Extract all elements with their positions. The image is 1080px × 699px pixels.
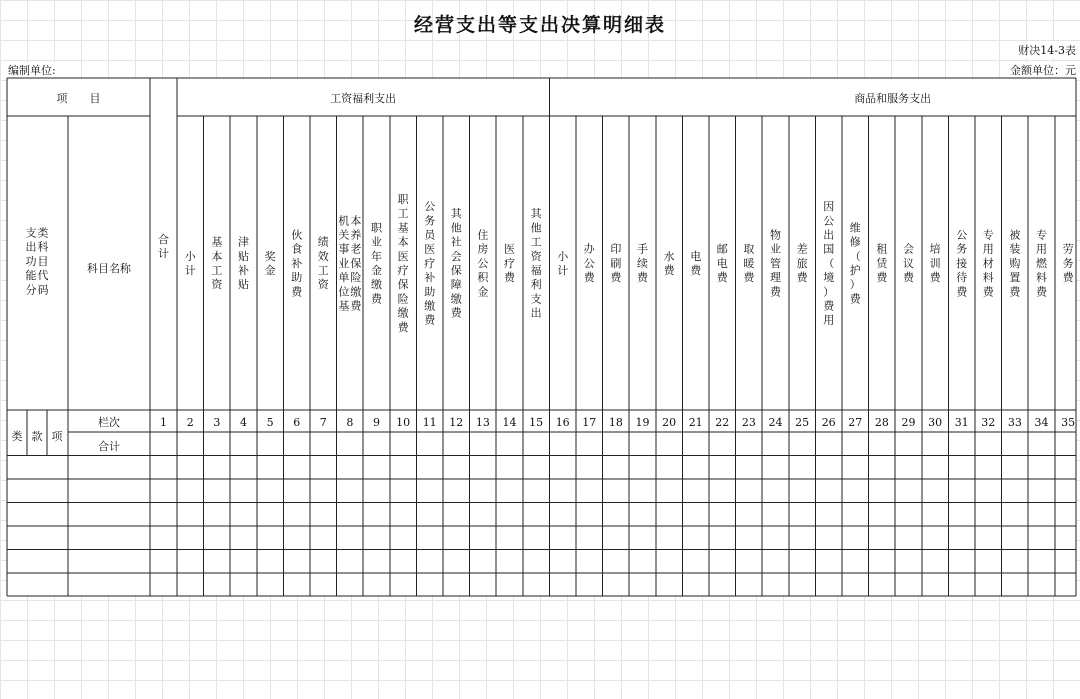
column-header-26 [823, 200, 835, 327]
column-header-13-char: 金 [477, 285, 489, 299]
column-header-20-char: 水 [663, 249, 675, 263]
column-header-24 [770, 228, 782, 299]
column-header-31-char: 公 [956, 228, 968, 242]
total-header-char: 计 [158, 247, 169, 260]
column-header-33-char: 装 [1009, 242, 1021, 256]
column-header-34-char: 燃 [1036, 256, 1047, 270]
total-header-char: 合 [158, 232, 169, 246]
column-header-24-char: 业 [770, 242, 781, 256]
column-header-28 [876, 243, 888, 284]
column-header-6 [291, 228, 303, 299]
lanci-label: 栏次 [98, 416, 120, 429]
column-header-4-char: 贴 [238, 249, 249, 263]
code-header-char: 功 [25, 254, 37, 268]
column-header-26-char: 出 [823, 228, 835, 242]
column-header-10-char: 职 [397, 193, 409, 206]
column-header-33 [1009, 228, 1021, 299]
column-header-32 [983, 228, 995, 299]
column-number-20: 20 [662, 416, 677, 429]
column-header-15-char: 他 [530, 221, 542, 235]
column-header-29-char: 费 [903, 271, 914, 285]
column-header-28-char: 赁 [876, 256, 888, 270]
column-number-35: 35 [1061, 416, 1076, 429]
column-header-30-char: 训 [929, 256, 941, 270]
code-header-char: 码 [37, 283, 49, 297]
column-header-15 [531, 207, 543, 319]
column-header-5-char: 奖 [264, 249, 276, 263]
column-header-10 [398, 193, 410, 334]
column-header-6-char: 伙 [291, 228, 303, 242]
item-header: 项 目 [56, 92, 101, 105]
column-header-13 [477, 229, 489, 299]
column-header-10-char: 险 [397, 292, 409, 306]
code-header-char: 分 [25, 283, 37, 297]
column-header-8-char: 基 [338, 299, 350, 313]
column-header-31-char: 务 [956, 242, 968, 256]
column-number-22: 22 [715, 416, 730, 429]
column-header-30-char: 费 [929, 271, 941, 285]
column-number-10: 10 [396, 416, 411, 429]
column-header-34-char: 用 [1036, 242, 1047, 256]
column-header-32-char: 专 [982, 228, 994, 242]
column-header-9-char: 缴 [371, 278, 382, 292]
column-header-33-char: 费 [1009, 285, 1021, 299]
code-header-char: 代 [37, 269, 49, 283]
column-number-34: 34 [1034, 416, 1049, 429]
column-number-12: 12 [449, 416, 464, 429]
column-header-24-char: 理 [770, 271, 781, 285]
column-header-9-char: 费 [371, 292, 382, 306]
column-header-14-char: 费 [504, 271, 515, 285]
column-header-26-char: （ [823, 256, 835, 270]
column-number-6: 6 [293, 416, 301, 429]
column-header-34-char: 专 [1036, 228, 1047, 242]
column-header-12-char: 障 [450, 278, 462, 292]
column-number-21: 21 [688, 416, 703, 429]
column-header-29-char: 会 [903, 242, 914, 256]
column-header-17-char: 费 [583, 271, 595, 285]
column-number-23: 23 [741, 416, 756, 429]
column-number-27: 27 [848, 416, 863, 429]
name-header: 科目名称 [87, 262, 131, 275]
column-header-26-char: 用 [823, 313, 835, 327]
column-header-10-char: 费 [397, 320, 409, 334]
column-header-9 [371, 221, 383, 305]
column-header-13-char: 房 [477, 242, 489, 256]
column-header-8-char: 养 [350, 228, 362, 242]
column-header-7-char: 工 [317, 264, 329, 277]
column-header-30 [930, 243, 942, 284]
column-number-16: 16 [555, 416, 570, 429]
column-header-12-char: 社 [450, 235, 462, 249]
column-number-19: 19 [635, 416, 650, 429]
column-header-15-char: 资 [530, 249, 542, 263]
column-number-1: 1 [160, 416, 167, 429]
column-header-7-char: 效 [317, 249, 329, 263]
column-header-15-char: 出 [530, 306, 542, 320]
column-header-25-char: 旅 [796, 256, 808, 270]
column-header-24-char: 管 [770, 256, 781, 270]
column-number-31: 31 [954, 416, 969, 429]
code-header-char: 出 [25, 240, 37, 254]
column-header-26-char: 费 [823, 299, 835, 313]
code-header-char: 科 [37, 240, 49, 254]
column-header-29 [903, 242, 915, 284]
column-header-8-char: 老 [350, 242, 362, 256]
column-header-17-char: 办 [583, 242, 595, 256]
column-header-5-char: 金 [264, 264, 276, 277]
column-number-25: 25 [795, 416, 810, 429]
column-header-17 [584, 242, 596, 284]
column-header-27-char: 护 [849, 264, 861, 277]
column-header-31 [956, 229, 968, 299]
column-header-26-char: ） [823, 285, 835, 299]
column-header-12-char: 会 [450, 249, 462, 263]
code-header-char: 支 [25, 226, 37, 240]
column-header-12-char: 他 [450, 221, 462, 235]
column-header-11 [424, 200, 436, 327]
column-header-27-char: 维 [849, 221, 861, 235]
column-header-27-char: 费 [849, 292, 861, 306]
column-header-6-char: 助 [291, 271, 303, 285]
column-number-9: 9 [373, 416, 380, 429]
column-header-21-char: 费 [690, 264, 702, 277]
column-header-26-char: 因 [823, 200, 835, 214]
column-header-15-char: 工 [530, 235, 542, 249]
column-header-35 [1063, 242, 1075, 284]
form-number: 财决14-3表 [1018, 44, 1076, 57]
column-header-4-char: 贴 [238, 278, 249, 292]
column-header-13-char: 住 [477, 228, 489, 242]
column-header-14 [504, 243, 516, 284]
column-header-32-char: 用 [982, 242, 994, 256]
column-header-11-char: 医 [424, 242, 436, 256]
column-number-8: 8 [346, 416, 354, 429]
column-number-18: 18 [608, 416, 623, 429]
column-header-28-char: 租 [876, 242, 888, 256]
code-header-char: 能 [25, 269, 37, 283]
column-header-12-char: 缴 [450, 292, 462, 306]
lei-label: 类 [11, 430, 23, 443]
column-number-13: 13 [475, 416, 490, 429]
column-header-15-char: 其 [530, 207, 542, 221]
column-header-25-char: 费 [796, 271, 808, 285]
column-header-19-char: 续 [637, 256, 648, 270]
column-header-2-char: 小 [184, 249, 196, 263]
wage-group-header: 工资福利支出 [330, 92, 397, 105]
column-header-11-char: 员 [424, 228, 436, 242]
column-header-10-char: 工 [397, 207, 409, 221]
column-header-27-char: ） [849, 278, 861, 292]
column-header-14-char: 医 [504, 242, 515, 256]
column-number-32: 32 [981, 416, 996, 429]
column-header-32-char: 料 [982, 271, 994, 285]
column-header-4-char: 补 [238, 264, 249, 277]
column-header-11-char: 缴 [424, 299, 436, 313]
column-header-15-char: 利 [530, 278, 542, 292]
column-header-26-char: 国 [823, 242, 835, 256]
column-number-15: 15 [529, 416, 544, 429]
table-background [7, 78, 1076, 596]
column-header-9-char: 职 [371, 221, 382, 235]
goods-group-header: 商品和服务支出 [854, 92, 932, 105]
column-header-3-char: 本 [211, 249, 223, 263]
column-header-19-char: 费 [637, 271, 648, 285]
column-header-35-char: 费 [1062, 271, 1074, 285]
column-header-13-char: 积 [477, 271, 489, 285]
column-header-16-char: 计 [557, 264, 569, 277]
column-header-19-char: 手 [637, 242, 648, 256]
column-header-33-char: 置 [1009, 271, 1021, 285]
code-header [26, 226, 49, 297]
column-header-10-char: 基 [397, 221, 409, 235]
column-header-12-char: 保 [450, 264, 462, 277]
kuan-label: 款 [31, 430, 43, 443]
column-header-26-char: 公 [823, 214, 835, 228]
column-header-8-char: 费 [350, 299, 362, 313]
column-header-8 [338, 213, 362, 312]
column-header-17-char: 公 [583, 256, 595, 270]
column-header-10-char: 疗 [397, 264, 409, 277]
column-header-9-char: 金 [371, 264, 382, 277]
column-header-3-char: 资 [211, 278, 223, 292]
column-header-8-char: 保 [350, 256, 362, 270]
column-header-31-char: 接 [956, 256, 968, 270]
column-header-27-char: （ [849, 249, 861, 263]
column-number-26: 26 [821, 416, 836, 429]
column-number-3: 3 [213, 416, 221, 429]
column-header-11-char: 费 [424, 313, 436, 327]
column-header-8-char: 业 [338, 256, 350, 270]
column-header-3-char: 工 [211, 264, 223, 277]
column-header-8-char: 位 [338, 285, 350, 299]
column-header-6-char: 补 [291, 256, 303, 270]
column-number-14: 14 [502, 416, 517, 429]
column-header-22 [717, 242, 729, 284]
column-header-8-char: 机 [338, 214, 350, 228]
column-header-27-char: 修 [849, 235, 861, 249]
column-header-8-char: 缴 [350, 285, 362, 299]
column-header-24-char: 费 [770, 285, 781, 299]
column-header-8-char: 险 [350, 271, 362, 285]
column-number-29: 29 [901, 416, 916, 429]
column-header-29-char: 议 [903, 256, 914, 270]
column-header-20-char: 费 [663, 264, 675, 277]
column-header-25 [797, 242, 809, 284]
column-header-25-char: 差 [796, 242, 808, 256]
column-header-8-char: 事 [338, 242, 350, 256]
column-header-8-char: 关 [338, 228, 350, 242]
column-header-6-char: 食 [291, 242, 303, 256]
column-number-7: 7 [319, 416, 327, 429]
column-number-28: 28 [874, 416, 889, 429]
column-header-34-char: 费 [1036, 285, 1047, 299]
column-header-11-char: 疗 [424, 256, 436, 270]
column-header-11-char: 公 [424, 200, 436, 214]
column-number-17: 17 [582, 416, 597, 429]
column-header-22-char: 邮 [716, 242, 728, 256]
column-header-3-char: 基 [211, 235, 223, 249]
column-number-2: 2 [186, 416, 194, 429]
column-number-33: 33 [1007, 416, 1022, 429]
column-header-18-char: 印 [610, 242, 622, 256]
column-header-34-char: 料 [1036, 271, 1047, 285]
column-header-9-char: 业 [371, 235, 382, 249]
column-header-30-char: 培 [929, 242, 941, 256]
column-header-13-char: 公 [477, 256, 489, 270]
column-header-11-char: 务 [424, 214, 436, 228]
column-header-12-char: 其 [450, 207, 462, 221]
column-number-30: 30 [928, 416, 943, 429]
column-number-24: 24 [768, 416, 783, 429]
column-header-23 [743, 243, 755, 284]
column-header-9-char: 年 [371, 249, 382, 263]
column-header-10-char: 本 [397, 235, 409, 249]
column-header-23-char: 取 [743, 242, 755, 256]
column-header-7-char: 绩 [317, 235, 329, 249]
money-unit-label: 金额单位：元 [1010, 64, 1076, 77]
column-header-15-char: 支 [530, 292, 542, 306]
column-header-18-char: 费 [610, 271, 622, 285]
column-header-10-char: 医 [397, 249, 409, 263]
column-header-22-char: 电 [716, 256, 728, 270]
column-header-22-char: 费 [716, 271, 728, 285]
code-header-char: 类 [37, 226, 49, 240]
column-header-18 [610, 243, 622, 284]
column-header-8-char: 本 [350, 214, 362, 228]
column-header-21-char: 电 [690, 249, 702, 263]
column-header-12 [451, 207, 463, 319]
column-header-6-char: 费 [291, 285, 303, 299]
column-number-5: 5 [266, 416, 274, 429]
heji-row-label: 合计 [98, 440, 120, 453]
page-title: 经营支出等支出决算明细表 [413, 14, 666, 36]
column-header-24-char: 物 [770, 228, 781, 242]
column-header-19 [637, 243, 649, 284]
column-header-10-char: 保 [397, 278, 409, 292]
column-header-33-char: 购 [1009, 256, 1021, 270]
column-header-26-char: 境 [823, 271, 835, 285]
column-header-23-char: 暖 [743, 256, 755, 270]
reporting-unit-label: 编制单位: [8, 64, 56, 77]
column-header-34 [1036, 228, 1048, 299]
column-header-28-char: 费 [876, 271, 888, 285]
column-header-14-char: 疗 [504, 256, 515, 270]
column-header-12-char: 费 [450, 306, 462, 320]
column-header-35-char: 务 [1062, 256, 1074, 270]
column-number-11: 11 [422, 416, 437, 429]
column-header-10-char: 缴 [397, 306, 409, 320]
column-header-31-char: 费 [956, 285, 968, 299]
column-header-31-char: 待 [956, 271, 968, 285]
column-header-18-char: 刷 [610, 256, 622, 270]
code-header-char: 目 [37, 254, 49, 268]
column-header-23-char: 费 [743, 271, 755, 285]
column-header-8-char: 单 [338, 271, 350, 285]
column-header-7-char: 资 [317, 278, 329, 292]
column-header-4-char: 津 [238, 235, 249, 249]
column-header-11-char: 补 [424, 271, 436, 285]
column-header-16-char: 小 [557, 249, 569, 263]
column-header-11-char: 助 [424, 285, 436, 299]
xiang-label: 项 [51, 430, 63, 443]
column-header-33-char: 被 [1009, 228, 1021, 242]
column-header-32-char: 材 [982, 256, 994, 270]
column-header-32-char: 费 [982, 285, 994, 299]
column-header-2-char: 计 [184, 264, 196, 277]
column-number-4: 4 [240, 416, 247, 429]
column-header-15-char: 福 [530, 264, 542, 277]
column-header-35-char: 劳 [1062, 242, 1074, 256]
